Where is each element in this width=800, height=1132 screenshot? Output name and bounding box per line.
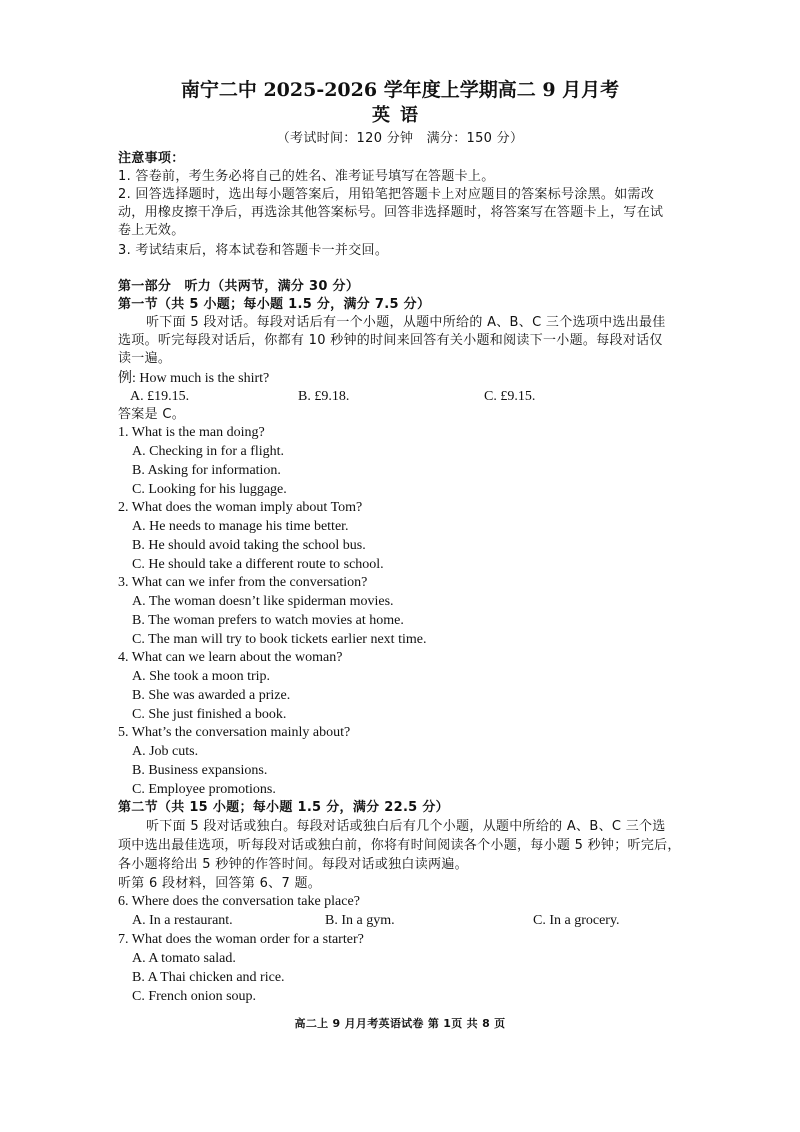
- question-6-option-c: C. In a grocery.: [533, 913, 620, 928]
- section2-instruction-line-1: 听下面 5 段对话或独白。每段对话或独白后有几个小题，从题中所给的 A、B、C 三个选: [146, 819, 666, 834]
- question-1-option-b: B. Asking for information.: [132, 463, 281, 478]
- notice-heading: 注意事项：: [118, 151, 185, 166]
- question-4-option-c: C. She just finished a book.: [132, 707, 287, 722]
- subject-title: 英语: [372, 105, 428, 126]
- section2-heading: 第二节（共 15 小题；每小题 1.5 分，满分 22.5 分）: [118, 800, 449, 815]
- exam-title: 南宁二中 2025-2026 学年度上学期高二 9 月月考: [180, 79, 620, 101]
- question-2-option-c: C. He should take a different route to school.: [132, 557, 384, 572]
- question-2-option-a: A. He needs to manage his time better.: [132, 519, 349, 534]
- question-7-option-c: C. French onion soup.: [132, 989, 257, 1004]
- section2-instruction-line-3: 各小题将给出 5 秒钟的作答时间。每段对话或独白读两遍。: [118, 857, 468, 872]
- question-7-option-a: A. A tomato salad.: [132, 951, 236, 966]
- section1-instruction-line-1: 听下面 5 段对话。每段对话后有一个小题，从题中所给的 A、B、C 三个选项中选出最佳: [146, 315, 666, 330]
- part1-heading: 第一部分 听力（共两节，满分 30 分）: [118, 279, 360, 294]
- question-3-option-c: C. The man will try to book tickets earlier next time.: [132, 632, 427, 647]
- question-4-option-a: A. She took a moon trip.: [132, 669, 271, 684]
- exam-info: （考试时间：120 分钟 满分：150 分）: [276, 131, 524, 146]
- question-1-stem: 1. What is the man doing?: [118, 425, 265, 440]
- question-3-option-b: B. The woman prefers to watch movies at home.: [132, 613, 404, 628]
- section1-instruction-line-3: 读一遍。: [118, 351, 172, 366]
- question-5-stem: 5. What’s the conversation mainly about?: [118, 725, 351, 740]
- question-2-stem: 2. What does the woman imply about Tom?: [118, 500, 363, 515]
- question-7-option-b: B. A Thai chicken and rice.: [132, 970, 285, 985]
- question-5-option-c: C. Employee promotions.: [132, 782, 276, 797]
- question-6-option-a: A. In a restaurant.: [132, 913, 233, 928]
- notice-item-2-line-2: 动，用橡皮擦干净后，再选涂其他答案标号。回答非选择题时，将答案写在答题卡上，写在试: [118, 205, 664, 220]
- notice-item-3: 3. 考试结束后，将本试卷和答题卡一并交回。: [118, 243, 389, 258]
- example-option-c: C. £9.15.: [484, 389, 536, 404]
- notice-item-2-line-3: 卷上无效。: [118, 223, 185, 238]
- question-2-option-b: B. He should avoid taking the school bus.: [132, 538, 366, 553]
- question-5-option-b: B. Business expansions.: [132, 763, 268, 778]
- notice-item-2-line-1: 2. 回答选择题时，选出每小题答案后，用铅笔把答题卡上对应题目的答案标号涂黑。如需改: [118, 187, 655, 202]
- section1-instruction-line-2: 选项。听完每段对话后，你都有 10 秒钟的时间来回答有关小题和阅读下一小题。每段对话仅: [118, 333, 663, 348]
- material-note: 听第 6 段材料，回答第 6、7 题。: [118, 876, 322, 891]
- example-answer: 答案是 C。: [118, 407, 186, 422]
- question-7-stem: 7. What does the woman order for a starter?: [118, 932, 364, 947]
- example-question: 例: How much is the shirt?: [118, 371, 270, 386]
- notice-item-1: 1. 答卷前，考生务必将自己的姓名、准考证号填写在答题卡上。: [118, 169, 495, 184]
- question-5-option-a: A. Job cuts.: [132, 744, 199, 759]
- question-1-option-a: A. Checking in for a flight.: [132, 444, 285, 459]
- question-3-option-a: A. The woman doesn’t like spiderman movies.: [132, 594, 394, 609]
- question-4-stem: 4. What can we learn about the woman?: [118, 650, 343, 665]
- section1-heading: 第一节（共 5 小题；每小题 1.5 分，满分 7.5 分）: [118, 297, 431, 312]
- question-6-option-b: B. In a gym.: [325, 913, 395, 928]
- question-6-stem: 6. Where does the conversation take place?: [118, 894, 360, 909]
- section2-instruction-line-2: 项中选出最佳选项，听每段对话或独白前，你将有时间阅读各个小题，每小题 5 秒钟；听完后，: [118, 838, 681, 853]
- page-footer: 高二上 9 月月考英语试卷 第 1页 共 8 页: [294, 1017, 506, 1030]
- question-3-stem: 3. What can we infer from the conversation?: [118, 575, 368, 590]
- question-4-option-b: B. She was awarded a prize.: [132, 688, 291, 703]
- example-option-a: A. £19.15.: [130, 389, 190, 404]
- example-option-b: B. £9.18.: [298, 389, 350, 404]
- question-1-option-c: C. Looking for his luggage.: [132, 482, 287, 497]
